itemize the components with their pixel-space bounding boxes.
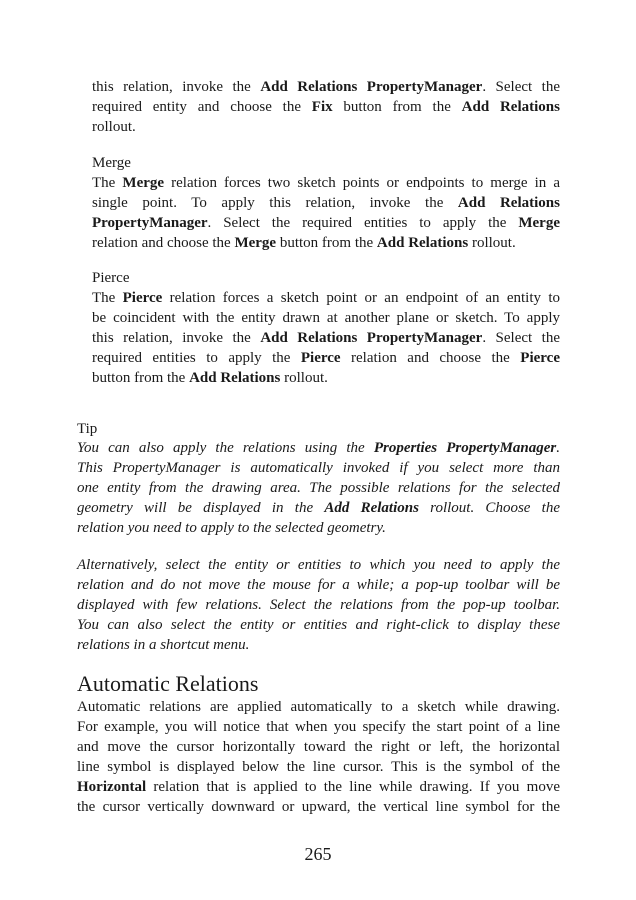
text-run: rollout. Choose the xyxy=(418,500,560,516)
text-run: . Select the required entities to apply the xyxy=(207,215,519,231)
text-run: relation forces two sketch points or endpoints to merge in a xyxy=(164,175,560,191)
text-run: The xyxy=(92,290,123,306)
text-line xyxy=(92,348,560,368)
text-line xyxy=(77,697,560,717)
text-run: button from the xyxy=(92,370,190,386)
text-run: Automatic relations are applied automatically to a sketch while drawing. xyxy=(77,699,560,715)
text-run: The xyxy=(92,175,123,191)
text-line xyxy=(77,777,560,797)
text-line xyxy=(92,233,560,253)
tip-heading: Tip xyxy=(77,421,98,437)
bold-term: Add Relations xyxy=(461,99,560,115)
text-run: geometry will be displayed in the xyxy=(77,500,325,516)
text-line xyxy=(77,595,560,615)
text-run: relation forces a sketch point or an endpoint of an entity to xyxy=(162,290,560,306)
bold-term: Pierce xyxy=(520,350,560,366)
bold-term: Add Relations xyxy=(189,370,281,386)
bold-term: Horizontal xyxy=(77,779,147,795)
text-line xyxy=(77,498,560,518)
page-number: 265 xyxy=(304,844,332,864)
text-line xyxy=(77,575,560,595)
bold-term: Merge xyxy=(122,175,165,191)
text-run: You can also select the entity or entities and right-click to display these xyxy=(77,617,560,633)
text-line xyxy=(92,213,560,233)
text-line xyxy=(92,288,560,308)
text-run: displayed with few relations. Select the relations from the pop-up toolbar. xyxy=(77,597,560,613)
bold-term: Add Relations xyxy=(376,235,469,251)
merge-paragraph xyxy=(92,173,560,253)
text-run: single point. To apply this relation, invoke the xyxy=(92,195,458,211)
text-run: relation and choose the xyxy=(340,350,521,366)
pierce-paragraph xyxy=(92,288,560,388)
text-run: line symbol is displayed below the line cursor. This is the symbol of the xyxy=(77,759,560,775)
text-run: relation that is applied to the line while drawing. If you move xyxy=(146,779,560,795)
text-run: relations in a shortcut menu. xyxy=(77,637,250,653)
text-run: required entities to apply the xyxy=(92,350,301,366)
text-line xyxy=(92,173,560,193)
text-run: relation and choose the xyxy=(92,235,235,251)
bold-term: PropertyManager xyxy=(92,215,208,231)
text-run: this relation, invoke the xyxy=(92,79,261,95)
text-line xyxy=(92,368,560,388)
text-run: and move the cursor horizontally toward the right or left, the horizontal xyxy=(77,739,560,755)
bold-term: Pierce xyxy=(300,350,341,366)
text-run: . xyxy=(556,440,560,456)
section-title: Automatic Relations xyxy=(77,671,259,696)
text-line xyxy=(77,797,560,817)
bold-term: Properties PropertyManager xyxy=(373,440,557,456)
bold-term: Fix xyxy=(311,99,333,115)
bold-term: Add Relations PropertyManager xyxy=(260,330,483,346)
text-run: button from the xyxy=(332,99,462,115)
automatic-relations-paragraph xyxy=(77,697,560,817)
bold-term: Pierce xyxy=(122,290,163,306)
text-run: rollout. xyxy=(468,235,516,251)
tip-paragraph-1 xyxy=(77,438,560,538)
intro-paragraph xyxy=(92,77,560,137)
text-line xyxy=(77,717,560,737)
text-run: rollout. xyxy=(92,119,136,135)
text-line xyxy=(92,328,560,348)
tip-paragraph-2 xyxy=(77,555,560,655)
bold-term: Add Relations PropertyManager xyxy=(260,79,483,95)
text-line xyxy=(77,615,560,635)
text-line xyxy=(77,518,560,538)
text-run: be coincident with the entity drawn at another plane or sketch. To apply xyxy=(92,310,560,326)
text-line xyxy=(77,737,560,757)
bold-term: Add Relations xyxy=(324,500,419,516)
text-line xyxy=(77,458,560,478)
text-run: relation you need to apply to the selected geometry. xyxy=(77,520,386,536)
text-run: . Select the xyxy=(482,79,560,95)
text-line xyxy=(77,438,560,458)
text-run: relation and do not move the mouse for a while; a pop-up toolbar will be xyxy=(77,577,560,593)
text-line xyxy=(77,555,560,575)
text-run: You can also apply the relations using the xyxy=(77,440,374,456)
bold-term: Add Relations xyxy=(457,195,560,211)
pierce-heading: Pierce xyxy=(92,270,130,286)
text-line xyxy=(92,97,560,117)
merge-heading: Merge xyxy=(92,155,131,171)
text-line xyxy=(92,77,560,97)
text-run: For example, you will notice that when you specify the start point of a line xyxy=(77,719,560,735)
text-run: one entity from the drawing area. The possible relations for the selected xyxy=(77,480,560,496)
text-run: Alternatively, select the entity or entities to which you need to apply the xyxy=(77,557,560,573)
text-run: This PropertyManager is automatically invoked if you select more than xyxy=(77,460,560,476)
text-run: . Select the xyxy=(482,330,560,346)
text-line xyxy=(77,478,560,498)
text-run: button from the xyxy=(276,235,377,251)
text-run: required entity and choose the xyxy=(92,99,312,115)
text-line xyxy=(92,117,560,137)
text-run: the cursor vertically downward or upward, the vertical line symbol for the xyxy=(77,799,560,815)
text-line xyxy=(77,757,560,777)
bold-term: Merge xyxy=(234,235,277,251)
text-run: this relation, invoke the xyxy=(92,330,261,346)
text-line xyxy=(92,308,560,328)
bold-term: Merge xyxy=(518,215,560,231)
text-run: rollout. xyxy=(280,370,328,386)
text-line xyxy=(92,193,560,213)
text-line xyxy=(77,635,560,655)
